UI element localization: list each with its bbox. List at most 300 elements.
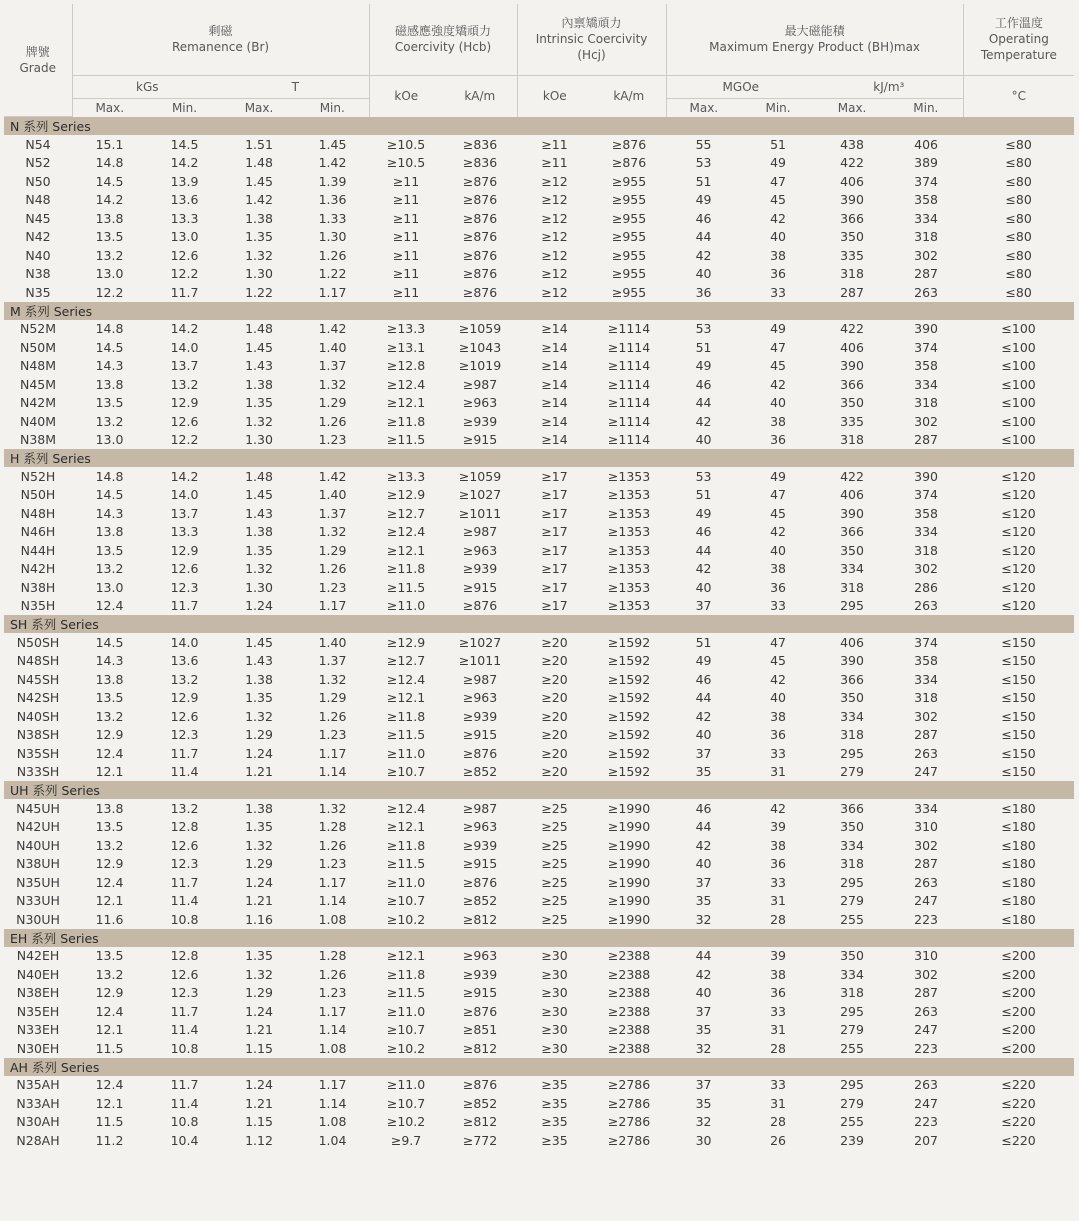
table-row: [4, 1076, 1074, 1095]
table-row: [4, 209, 1074, 228]
cell-br-t-max: 1.21: [245, 893, 273, 909]
cell-bh-mgoe-min: 40: [770, 395, 786, 411]
cell-hcb-kam: ≥915: [462, 432, 498, 448]
cell-hcj-koe: ≥14: [541, 376, 568, 392]
cell-bh-mgoe-min: 42: [770, 524, 786, 540]
cell-br-t-max: 1.32: [245, 837, 273, 853]
cell-hcb-kam: ≥987: [462, 671, 498, 687]
table-row: [4, 191, 1074, 210]
cell-br-t-max: 1.29: [245, 856, 273, 872]
cell-br-t-max: 1.38: [245, 210, 273, 226]
cell-hcj-koe: ≥11: [541, 136, 568, 152]
cell-grade: N40: [25, 247, 51, 263]
cell-bh-kjm3-min: 318: [914, 690, 938, 706]
cell-br-kgs-min: 12.6: [170, 708, 199, 724]
cell-hcb-koe: ≥13.1: [386, 339, 426, 355]
cell-hcj-kam: ≥2388: [607, 1040, 651, 1056]
cell-br-kgs-max: 14.3: [95, 653, 124, 669]
cell-bh-kjm3-min: 302: [914, 247, 938, 263]
cell-br-t-min: 1.39: [318, 173, 347, 189]
cell-bh-kjm3-min: 223: [914, 1040, 938, 1056]
table-row: [4, 910, 1074, 929]
cell-bh-kjm3-min: 287: [914, 985, 938, 1001]
table-row: [4, 394, 1074, 413]
cell-bh-mgoe-max: 46: [695, 524, 712, 540]
cell-br-t-min: 1.26: [318, 247, 347, 263]
cell-hcb-koe: ≥12.9: [386, 634, 426, 650]
cell-bh-mgoe-max: 40: [695, 727, 712, 743]
cell-br-t-min: 1.26: [318, 708, 347, 724]
cell-hcj-koe: ≥17: [541, 524, 568, 540]
cell-bh-kjm3-max: 422: [840, 468, 864, 484]
cell-br-t-min: 1.04: [318, 1132, 347, 1148]
cell-bh-mgoe-min: 38: [770, 966, 786, 982]
cell-operating-temp: ≤100: [1001, 321, 1036, 337]
table-row: [4, 965, 1074, 984]
cell-br-t-max: 1.32: [245, 966, 273, 982]
cell-br-kgs-max: 13.8: [95, 376, 124, 392]
cell-bh-kjm3-max: 366: [840, 524, 864, 540]
series-header-row: [4, 302, 1074, 320]
table-row: [4, 707, 1074, 726]
cell-bh-mgoe-min: 42: [770, 800, 786, 816]
cell-bh-kjm3-min: 302: [914, 413, 938, 429]
cell-br-t-max: 1.43: [245, 505, 273, 521]
temperature-header: [963, 4, 1074, 75]
cell-hcb-kam: ≥1027: [458, 487, 502, 503]
cell-bh-mgoe-min: 47: [770, 173, 786, 189]
cell-hcb-kam: ≥876: [462, 874, 498, 890]
cell-grade: N38M: [19, 432, 57, 448]
cell-grade: N28AH: [16, 1132, 60, 1148]
cell-bh-mgoe-max: 32: [695, 1040, 712, 1056]
cell-bh-mgoe-max: 37: [695, 1077, 712, 1093]
cell-br-t-max: 1.43: [245, 653, 273, 669]
cell-bh-mgoe-max: 37: [695, 1003, 712, 1019]
cell-bh-mgoe-max: 37: [695, 874, 712, 890]
cell-grade: N48H: [20, 505, 56, 521]
cell-bh-mgoe-max: 40: [695, 579, 712, 595]
cell-bh-mgoe-max: 44: [695, 819, 712, 835]
cell-br-kgs-max: 13.8: [95, 524, 124, 540]
magnet-grade-table: [4, 4, 1074, 1150]
cell-br-kgs-max: 13.5: [95, 542, 124, 558]
cell-br-kgs-min: 10.8: [170, 1040, 199, 1056]
cell-br-t-max: 1.29: [245, 985, 273, 1001]
kjm3-min-header: Min.: [889, 98, 963, 117]
cell-grade: N30UH: [16, 911, 60, 927]
cell-operating-temp: ≤120: [1001, 468, 1036, 484]
cell-hcb-koe: ≥11.0: [386, 1003, 426, 1019]
cell-br-t-min: 1.30: [318, 229, 347, 245]
series-title: H 系列 Series: [4, 449, 1074, 467]
cell-grade: N48SH: [16, 653, 60, 669]
cell-br-kgs-max: 12.1: [95, 764, 124, 780]
cell-hcb-koe: ≥12.1: [386, 542, 426, 558]
cell-bh-mgoe-max: 51: [695, 487, 712, 503]
table-row: [4, 541, 1074, 560]
cell-br-kgs-max: 14.3: [95, 505, 124, 521]
cell-hcj-kam: ≥1353: [607, 468, 651, 484]
cell-bh-kjm3-min: 334: [914, 800, 938, 816]
cell-grade: N35EH: [16, 1003, 60, 1019]
cell-bh-mgoe-max: 51: [695, 339, 712, 355]
cell-bh-kjm3-max: 279: [840, 1095, 864, 1111]
cell-bh-mgoe-min: 36: [770, 727, 786, 743]
cell-br-kgs-max: 13.8: [95, 210, 124, 226]
cell-br-kgs-min: 12.9: [170, 395, 199, 411]
table-row: [4, 633, 1074, 652]
cell-bh-kjm3-min: 358: [914, 358, 938, 374]
cell-grade: N40UH: [16, 837, 60, 853]
bhmax-header: [666, 4, 963, 75]
cell-bh-kjm3-min: 358: [914, 505, 938, 521]
cell-bh-kjm3-min: 287: [914, 727, 938, 743]
cell-bh-mgoe-min: 49: [770, 468, 786, 484]
cell-hcj-koe: ≥14: [541, 395, 568, 411]
cell-hcb-koe: ≥11: [392, 192, 420, 208]
cell-grade: N35SH: [16, 745, 60, 761]
cell-grade: N52: [25, 155, 51, 171]
cell-br-t-min: 1.26: [318, 837, 347, 853]
cell-bh-mgoe-max: 46: [695, 800, 712, 816]
series-title: AH 系列 Series: [4, 1058, 1074, 1076]
series-title: EH 系列 Series: [4, 929, 1074, 947]
cell-br-kgs-min: 11.7: [170, 745, 199, 761]
cell-br-t-min: 1.08: [318, 1114, 347, 1130]
cell-bh-mgoe-max: 49: [695, 358, 712, 374]
cell-operating-temp: ≤200: [1001, 966, 1036, 982]
cell-hcj-koe: ≥17: [541, 487, 568, 503]
cell-bh-kjm3-max: 279: [840, 1022, 864, 1038]
table-row: [4, 1113, 1074, 1132]
cell-hcb-kam: ≥963: [462, 690, 498, 706]
cell-bh-mgoe-max: 55: [695, 136, 712, 152]
cell-bh-mgoe-min: 49: [770, 155, 786, 171]
cell-bh-mgoe-min: 45: [770, 505, 786, 521]
cell-grade: N35H: [20, 598, 56, 614]
cell-br-t-min: 1.17: [318, 284, 347, 300]
cell-bh-mgoe-min: 42: [770, 376, 786, 392]
cell-br-kgs-min: 11.7: [170, 598, 199, 614]
cell-grade: N33SH: [16, 764, 60, 780]
cell-hcb-koe: ≥13.3: [386, 468, 426, 484]
cell-hcj-kam: ≥2786: [607, 1132, 651, 1148]
cell-hcj-koe: ≥20: [541, 653, 568, 669]
cell-bh-mgoe-max: 53: [695, 321, 712, 337]
table-row: [4, 597, 1074, 616]
cell-br-kgs-min: 12.3: [170, 579, 199, 595]
cell-grade: N54: [25, 136, 51, 152]
cell-br-t-min: 1.23: [318, 432, 347, 448]
cell-hcj-kam: ≥1990: [607, 856, 651, 872]
cell-grade: N50H: [20, 487, 56, 503]
kjm3-unit-header: kJ/m³: [815, 75, 963, 98]
cell-hcb-koe: ≥11.5: [386, 856, 426, 872]
cell-hcj-kam: ≥1592: [607, 727, 651, 743]
table-row: [4, 172, 1074, 191]
grade-header-en: Grade: [19, 61, 57, 75]
cell-bh-kjm3-min: 390: [914, 321, 938, 337]
cell-br-kgs-max: 14.3: [95, 358, 124, 374]
cell-bh-mgoe-min: 47: [770, 339, 786, 355]
cell-br-t-max: 1.24: [245, 598, 273, 614]
cell-bh-kjm3-min: 247: [914, 893, 938, 909]
cell-br-kgs-max: 13.8: [95, 800, 124, 816]
remanence-header-zh: 剩磁: [208, 24, 233, 39]
cell-hcj-koe: ≥35: [541, 1114, 568, 1130]
cell-operating-temp: ≤80: [1005, 284, 1032, 300]
cell-hcj-koe: ≥25: [541, 819, 568, 835]
cell-hcj-koe: ≥35: [541, 1095, 568, 1111]
table-row: [4, 855, 1074, 874]
cell-bh-kjm3-min: 390: [914, 468, 938, 484]
cell-hcj-koe: ≥17: [541, 468, 568, 484]
cell-br-t-max: 1.15: [245, 1114, 273, 1130]
cell-bh-mgoe-min: 38: [770, 561, 786, 577]
cell-bh-mgoe-min: 39: [770, 819, 786, 835]
cell-bh-kjm3-min: 247: [914, 1022, 938, 1038]
cell-hcb-koe: ≥11.0: [386, 1077, 426, 1093]
cell-hcj-kam: ≥2786: [607, 1114, 651, 1130]
table-row: [4, 560, 1074, 579]
cell-br-kgs-min: 14.2: [170, 155, 199, 171]
series-title: M 系列 Series: [4, 302, 1074, 320]
cell-hcj-kam: ≥955: [611, 284, 647, 300]
cell-bh-kjm3-min: 302: [914, 837, 938, 853]
cell-bh-kjm3-min: 287: [914, 432, 938, 448]
cell-hcj-koe: ≥17: [541, 561, 568, 577]
cell-bh-mgoe-max: 46: [695, 671, 712, 687]
cell-bh-mgoe-max: 37: [695, 745, 712, 761]
cell-hcj-koe: ≥30: [541, 985, 568, 1001]
cell-bh-mgoe-min: 39: [770, 948, 786, 964]
cell-br-kgs-min: 14.0: [170, 339, 199, 355]
hcb-koe-header: kOe: [369, 75, 443, 117]
table-row: [4, 799, 1074, 818]
cell-operating-temp: ≤100: [1001, 339, 1036, 355]
cell-br-kgs-min: 11.4: [170, 764, 199, 780]
cell-br-kgs-min: 12.9: [170, 690, 199, 706]
table-row: [4, 726, 1074, 745]
mgoe-min-header: Min.: [741, 98, 815, 117]
cell-br-t-max: 1.38: [245, 671, 273, 687]
cell-hcj-koe: ≥17: [541, 598, 568, 614]
cell-hcb-kam: ≥836: [462, 136, 498, 152]
cell-br-t-min: 1.26: [318, 966, 347, 982]
cell-operating-temp: ≤120: [1001, 487, 1036, 503]
table-row: [4, 1002, 1074, 1021]
cell-bh-kjm3-max: 366: [840, 671, 864, 687]
cell-hcb-kam: ≥939: [462, 708, 498, 724]
cell-bh-mgoe-max: 40: [695, 432, 712, 448]
cell-br-t-max: 1.21: [245, 1022, 273, 1038]
cell-operating-temp: ≤180: [1001, 911, 1036, 927]
cell-hcj-kam: ≥1592: [607, 708, 651, 724]
cell-grade: N42: [25, 229, 51, 245]
cell-br-t-min: 1.36: [318, 192, 347, 208]
cell-bh-mgoe-max: 51: [695, 634, 712, 650]
cell-br-kgs-min: 11.4: [170, 1022, 199, 1038]
cell-bh-mgoe-max: 35: [695, 1095, 712, 1111]
cell-bh-kjm3-min: 263: [914, 1077, 938, 1093]
cell-br-kgs-min: 11.4: [170, 1095, 199, 1111]
cell-bh-kjm3-min: 358: [914, 192, 938, 208]
cell-bh-mgoe-min: 36: [770, 579, 786, 595]
cell-operating-temp: ≤150: [1001, 708, 1036, 724]
cell-grade: N48M: [19, 358, 57, 374]
cell-hcb-kam: ≥876: [462, 247, 498, 263]
cell-bh-kjm3-min: 310: [914, 948, 938, 964]
table-row: [4, 1131, 1074, 1150]
cell-br-t-min: 1.14: [318, 764, 347, 780]
cell-br-t-min: 1.32: [318, 524, 347, 540]
cell-bh-mgoe-max: 42: [695, 247, 712, 263]
cell-br-t-min: 1.29: [318, 395, 347, 411]
cell-bh-kjm3-max: 279: [840, 764, 864, 780]
table-row: [4, 283, 1074, 302]
cell-bh-kjm3-max: 334: [840, 837, 864, 853]
cell-bh-kjm3-min: 302: [914, 561, 938, 577]
cell-bh-kjm3-max: 366: [840, 376, 864, 392]
cell-bh-kjm3-max: 239: [840, 1132, 864, 1148]
tesla-unit-header: T: [222, 75, 369, 98]
cell-hcj-kam: ≥1353: [607, 505, 651, 521]
cell-hcj-koe: ≥14: [541, 432, 568, 448]
kjm3-max-header: Max.: [815, 98, 889, 117]
cell-br-kgs-min: 12.8: [170, 819, 199, 835]
cell-br-kgs-min: 12.6: [170, 966, 199, 982]
cell-bh-kjm3-min: 310: [914, 819, 938, 835]
cell-grade: N38SH: [16, 727, 60, 743]
cell-hcj-kam: ≥2786: [607, 1077, 651, 1093]
cell-bh-mgoe-max: 40: [695, 266, 712, 282]
cell-operating-temp: ≤80: [1005, 192, 1032, 208]
cell-bh-kjm3-max: 255: [840, 911, 864, 927]
cell-grade: N30AH: [16, 1114, 60, 1130]
cell-hcj-koe: ≥25: [541, 893, 568, 909]
cell-bh-mgoe-min: 36: [770, 856, 786, 872]
table-row: [4, 412, 1074, 431]
cell-hcj-kam: ≥955: [611, 210, 647, 226]
cell-hcb-koe: ≥10.2: [386, 1040, 426, 1056]
cell-bh-mgoe-max: 40: [695, 985, 712, 1001]
cell-hcj-koe: ≥30: [541, 1040, 568, 1056]
cell-operating-temp: ≤180: [1001, 856, 1036, 872]
cell-br-kgs-max: 13.2: [95, 247, 124, 263]
cell-bh-mgoe-max: 36: [695, 284, 712, 300]
cell-hcj-kam: ≥1114: [607, 413, 651, 429]
cell-bh-mgoe-max: 35: [695, 893, 712, 909]
cell-hcb-kam: ≥772: [462, 1132, 498, 1148]
cell-bh-kjm3-min: 334: [914, 210, 938, 226]
cell-bh-mgoe-max: 42: [695, 561, 712, 577]
remanence-header: [72, 4, 369, 75]
cell-hcj-koe: ≥14: [541, 321, 568, 337]
cell-hcb-kam: ≥1011: [458, 653, 502, 669]
cell-hcb-koe: ≥11.8: [386, 708, 426, 724]
cell-br-kgs-min: 14.5: [170, 136, 199, 152]
cell-hcj-koe: ≥30: [541, 1022, 568, 1038]
cell-hcb-kam: ≥852: [462, 1095, 498, 1111]
cell-br-kgs-max: 14.5: [95, 487, 124, 503]
cell-bh-mgoe-min: 42: [770, 210, 786, 226]
cell-hcb-koe: ≥12.7: [386, 505, 426, 521]
cell-bh-kjm3-max: 366: [840, 210, 864, 226]
cell-bh-kjm3-min: 374: [914, 339, 938, 355]
t-min-header: Min.: [296, 98, 369, 117]
cell-bh-kjm3-min: 318: [914, 229, 938, 245]
cell-hcb-kam: ≥876: [462, 229, 498, 245]
cell-bh-mgoe-min: 38: [770, 247, 786, 263]
hcb-header: [369, 4, 517, 75]
cell-bh-kjm3-min: 374: [914, 487, 938, 503]
cell-br-t-max: 1.15: [245, 1040, 273, 1056]
cell-bh-mgoe-min: 28: [770, 1040, 786, 1056]
cell-hcb-kam: ≥915: [462, 985, 498, 1001]
cell-hcb-kam: ≥851: [462, 1022, 498, 1038]
cell-bh-mgoe-max: 42: [695, 708, 712, 724]
cell-br-t-max: 1.42: [245, 192, 273, 208]
cell-bh-mgoe-max: 35: [695, 764, 712, 780]
cell-bh-kjm3-max: 350: [840, 395, 864, 411]
cell-grade: N40EH: [16, 966, 60, 982]
cell-br-t-min: 1.17: [318, 1003, 347, 1019]
cell-hcj-kam: ≥2388: [607, 1003, 651, 1019]
cell-operating-temp: ≤80: [1005, 173, 1032, 189]
cell-br-kgs-min: 13.7: [170, 358, 199, 374]
temperature-header-en-2: Temperature: [980, 48, 1057, 63]
cell-br-kgs-min: 11.7: [170, 1003, 199, 1019]
cell-br-t-max: 1.43: [245, 358, 273, 374]
cell-hcb-koe: ≥11.0: [386, 745, 426, 761]
cell-bh-kjm3-max: 422: [840, 321, 864, 337]
cell-bh-kjm3-min: 247: [914, 764, 938, 780]
cell-br-t-min: 1.08: [318, 1040, 347, 1056]
cell-bh-kjm3-max: 334: [840, 561, 864, 577]
cell-br-t-max: 1.22: [245, 284, 273, 300]
cell-hcj-koe: ≥20: [541, 745, 568, 761]
cell-operating-temp: ≤150: [1001, 764, 1036, 780]
cell-bh-mgoe-max: 49: [695, 505, 712, 521]
cell-hcb-kam: ≥963: [462, 542, 498, 558]
series-header-row: [4, 615, 1074, 633]
cell-br-t-max: 1.24: [245, 874, 273, 890]
cell-grade: N46H: [20, 524, 56, 540]
cell-hcj-kam: ≥1592: [607, 745, 651, 761]
cell-br-kgs-min: 12.6: [170, 413, 199, 429]
cell-br-t-max: 1.35: [245, 229, 273, 245]
cell-grade: N52H: [20, 468, 56, 484]
cell-bh-kjm3-max: 255: [840, 1114, 864, 1130]
cell-hcb-koe: ≥11.5: [386, 727, 426, 743]
cell-hcb-koe: ≥11.8: [386, 413, 426, 429]
cell-hcb-kam: ≥876: [462, 266, 498, 282]
cell-bh-kjm3-min: 223: [914, 1114, 938, 1130]
cell-br-kgs-max: 14.5: [95, 634, 124, 650]
cell-grade: N40SH: [16, 708, 60, 724]
cell-grade: N35: [25, 284, 51, 300]
table-row: [4, 873, 1074, 892]
cell-operating-temp: ≤120: [1001, 598, 1036, 614]
cell-hcb-koe: ≥11: [392, 266, 420, 282]
cell-br-t-min: 1.14: [318, 1022, 347, 1038]
cell-bh-mgoe-min: 51: [770, 136, 786, 152]
cell-br-t-min: 1.26: [318, 561, 347, 577]
cell-br-t-min: 1.08: [318, 911, 347, 927]
cell-br-t-min: 1.45: [318, 136, 347, 152]
cell-hcb-koe: ≥9.7: [390, 1132, 422, 1148]
